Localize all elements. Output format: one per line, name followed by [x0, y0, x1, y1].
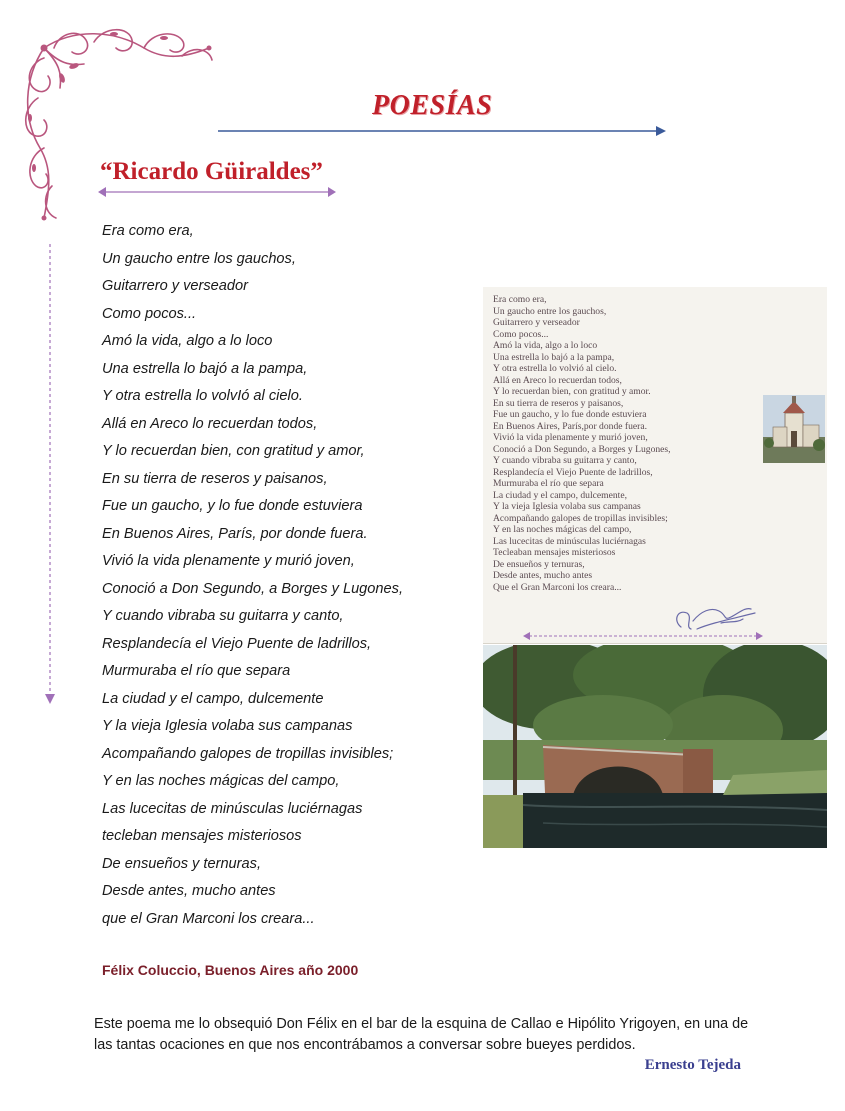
- poem-line: Y lo recuerdan bien, con gratitud y amor,: [102, 443, 365, 459]
- scan-line: Y la vieja Iglesia volaba sus campanas: [493, 501, 641, 512]
- poem-line: Guitarrero y verseador: [102, 278, 248, 294]
- poem-line: Y otra estrella lo volvIó al cielo.: [102, 388, 303, 404]
- scan-text: [493, 294, 671, 593]
- poem-line: Era como era,: [102, 223, 194, 239]
- poem-line: Conoció a Don Segundo, a Borges y Lugones,: [102, 580, 404, 597]
- scan-line: Murmuraba el río que separa: [493, 478, 604, 489]
- bridge-photo: [483, 645, 827, 848]
- poem-line: Murmuraba el río que separa: [102, 663, 291, 679]
- poem-line: que el Gran Marconi los creara...: [102, 910, 315, 927]
- poem-line: Resplandecía el Viejo Puente de ladrillos,: [102, 635, 372, 652]
- scan-line: De ensueños y ternuras,: [493, 558, 585, 570]
- footer-note: Este poema me lo obsequió Don Félix en el bar de la esquina de Callao e Hipólito Yrigoyen, en una de las tantas ocaciones en que nos encontrábamos a conversar sobre bueyes perdidos.: [94, 1016, 749, 1053]
- poem-line: Y la vieja Iglesia volaba sus campanas: [102, 718, 353, 734]
- poem-line: Las lucecitas de minúsculas luciérnagas: [102, 800, 363, 817]
- scan-line: Tecleaban mensajes misteriosos: [493, 547, 616, 558]
- scan-line: Amó la vida, algo a lo loco: [493, 340, 598, 351]
- poem-line: Vivió la vida plenamente y murió joven,: [102, 553, 355, 569]
- poem-line: Un gaucho entre los gauchos,: [102, 250, 296, 267]
- poem-title: “Ricardo Güiraldes”: [100, 158, 323, 185]
- scan-line: Fue un gaucho, y lo fue donde estuviera: [493, 409, 647, 420]
- poem-line: La ciudad y el campo, dulcemente: [102, 690, 324, 707]
- scan-line: Era como era,: [493, 294, 547, 305]
- poem-line: Fue un gaucho, y lo fue donde estuviera: [102, 498, 363, 514]
- poem-line: Una estrella lo bajó a la pampa,: [102, 360, 308, 377]
- poem-text: [102, 218, 403, 933]
- scan-line: Conoció a Don Segundo, a Borges y Lugones,: [493, 443, 671, 455]
- poem-author: Félix Coluccio, Buenos Aires año 2000: [102, 962, 359, 978]
- scan-line: Y cuando vibraba su guitarra y canto,: [493, 455, 637, 466]
- scan-line: Vivió la vida plenamente y murió joven,: [493, 432, 648, 443]
- poem-line: Allá en Areco lo recuerdan todos,: [102, 415, 318, 432]
- scan-line: Allá en Areco lo recuerdan todos,: [493, 374, 622, 386]
- double-arrow-icon: [98, 186, 336, 198]
- poem-line: En su tierra de reseros y paisanos,: [102, 470, 328, 487]
- arrow-right-icon: [218, 125, 668, 137]
- scan-line: Y en las noches mágicas del campo,: [493, 524, 632, 535]
- scan-line: Desde antes, mucho antes: [493, 570, 593, 581]
- poem-line: En Buenos Aires, París, por donde fuera.: [102, 525, 368, 542]
- poem-line: Desde antes, mucho antes: [102, 883, 276, 899]
- scan-line: Y lo recuerdan bien, con gratitud y amor.: [493, 386, 651, 397]
- scan-line: Una estrella lo bajó a la pampa,: [493, 351, 615, 363]
- scan-line: Y otra estrella lo volvió al cielo.: [493, 363, 617, 374]
- arrow-down-icon: [44, 244, 56, 706]
- poem-line: Y cuando vibraba su guitarra y canto,: [102, 608, 344, 624]
- scan-line: En Buenos Aires, París,por donde fuera.: [493, 420, 648, 432]
- footer-signature: Ernesto Tejeda: [644, 1057, 741, 1073]
- scan-line: La ciudad y el campo, dulcemente,: [493, 489, 627, 501]
- scan-line: Las lucecitas de minúsculas luciérnagas: [493, 535, 646, 547]
- scan-line: Como pocos...: [493, 328, 549, 340]
- scan-line: Acompañando galopes de tropillas invisibles;: [493, 512, 668, 524]
- poem-line: De ensueños y ternuras,: [102, 855, 261, 872]
- poem-line: Acompañando galopes de tropillas invisibles;: [102, 745, 394, 762]
- scan-line: En su tierra de reseros y paisanos,: [493, 397, 624, 409]
- scan-line: Un gaucho entre los gauchos,: [493, 305, 607, 317]
- double-arrow-icon: [523, 631, 763, 641]
- poem-scan-image: [483, 287, 827, 644]
- scan-line: Resplandecía el Viejo Puente de ladrillos,: [493, 466, 653, 478]
- poem-line: Y en las noches mágicas del campo,: [102, 773, 340, 789]
- poem-line: Como pocos...: [102, 305, 197, 322]
- scan-line: Guitarrero y verseador: [493, 317, 580, 328]
- church-illustration: [763, 395, 825, 463]
- poem-line: Amó la vida, algo a lo loco: [102, 333, 273, 349]
- poem-line: tecleban mensajes misteriosos: [102, 828, 302, 844]
- scan-line: Que el Gran Marconi los creara...: [493, 581, 622, 593]
- section-title: POESÍAS: [372, 90, 493, 121]
